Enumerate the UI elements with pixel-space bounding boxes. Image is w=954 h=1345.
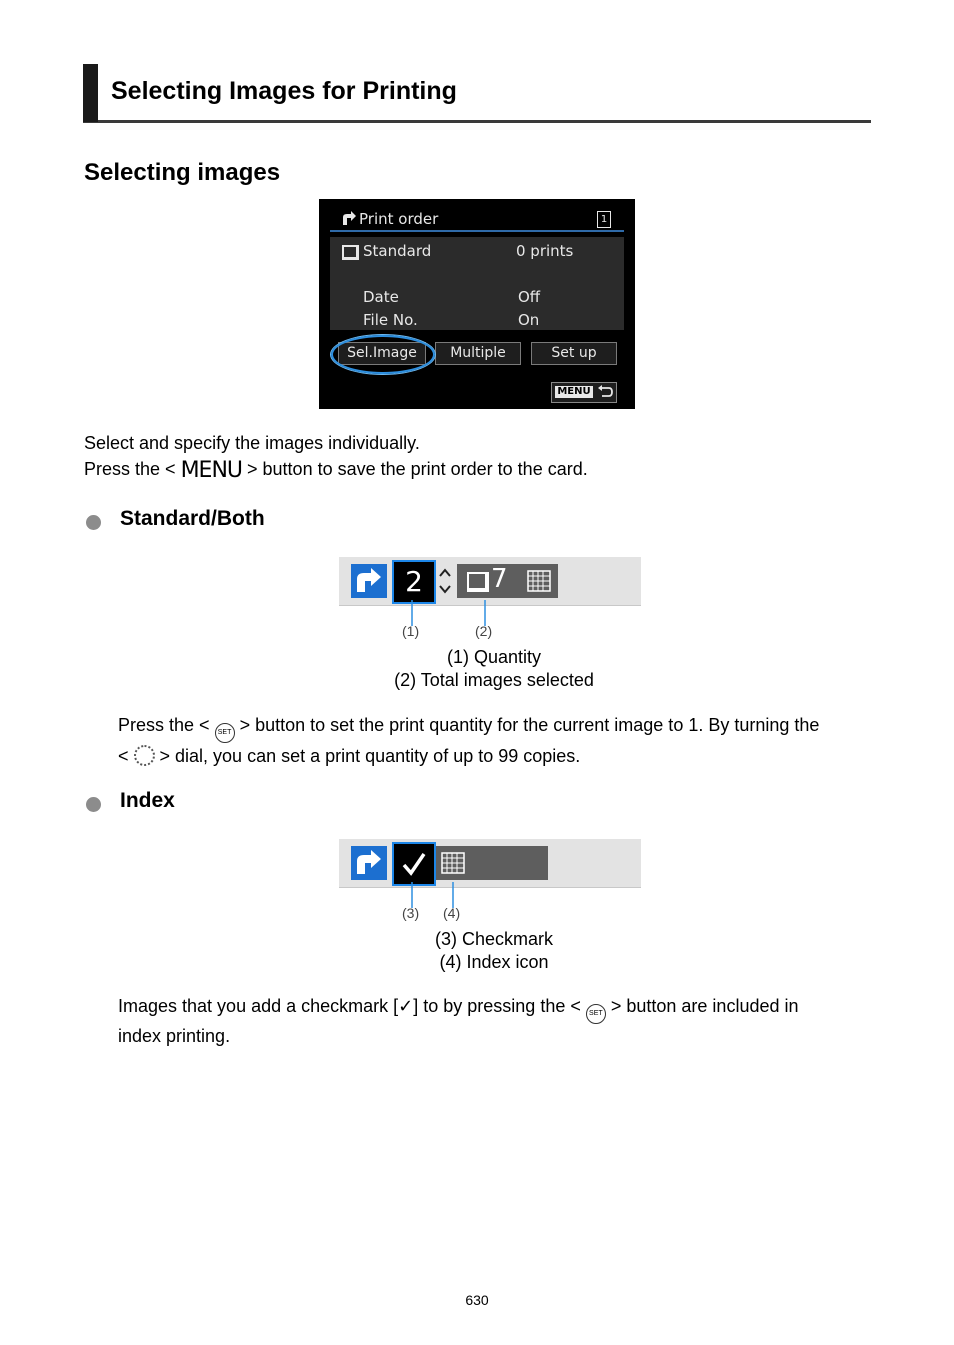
index-label: Index [120,789,175,812]
card-icon [597,211,611,228]
index-grid-icon [441,852,465,874]
standard-both-label: Standard/Both [120,507,265,530]
multiple-button[interactable]: Multiple [435,342,521,365]
callout-lines-index [339,882,641,910]
checkmark-icon [394,844,434,884]
set-button-icon: SET [215,723,235,743]
quantity-value: 2 [405,565,423,598]
callout-4-label: (4) [443,905,461,921]
dial-icon [134,745,155,766]
setup-button[interactable]: Set up [531,342,617,365]
title-rule [330,230,624,232]
standard-info-strip [339,557,641,606]
bullet-icon [86,515,101,530]
intro-line-2 [84,458,588,483]
standard-text-d: > dial, you can set a print quantity of up to 99 copies. [154,746,581,766]
fileno-label: File No. [363,311,418,329]
date-label: Date [363,288,399,306]
callout-1-label: (1) [402,623,420,639]
subsection-title: Selecting images [84,159,281,186]
header-accent-bar [83,64,98,122]
intro-text-a: Press the < [84,459,181,479]
quantity-box [392,560,436,604]
standard-print-icon [467,572,489,592]
checkmark-glyph-icon: ✓ [398,996,414,1017]
print-order-badge-icon [351,846,387,880]
caption-checkmark: (3) Checkmark [434,929,554,949]
intro-text-b: > button to save the print order to the card. [242,459,588,479]
set-button-icon: SET [586,1004,606,1024]
section-header [83,64,871,123]
highlight-ring [331,335,435,374]
standard-icon [342,245,359,260]
menu-button-icon: MENU [180,458,243,483]
sel-image-button[interactable]: Sel.Image [338,342,426,365]
index-text-c: > button are included in [605,996,799,1016]
print-order-icon [341,211,357,227]
index-paragraph [118,994,878,1048]
index-text-a: Images that you add a checkmark [ [118,996,399,1016]
print-order-badge-icon [351,564,387,598]
callout-3-label: (3) [402,905,420,921]
date-value: Off [518,288,541,306]
index-grid-icon [527,570,551,592]
checkmark-box [392,842,436,886]
screen-title: Print order [359,210,439,228]
standard-paragraph [118,712,878,770]
intro-line-1: Select and specify the images individually. [84,433,420,453]
index-text-b: ] to by pressing the < [413,996,586,1016]
fileno-value: On [518,311,540,329]
standard-label: Standard [363,242,432,260]
return-icon [597,385,613,399]
index-info-strip [339,839,641,888]
index-text-d: index printing. [118,1026,231,1046]
standard-text-a: Press the < [118,715,215,735]
bullet-icon [86,797,101,812]
menu-label: MENU [555,386,593,398]
camera-print-order-screen [319,199,635,409]
card-number: 1 [600,214,608,225]
up-down-arrows-icon [438,567,452,595]
callout-2-label: (2) [475,623,493,639]
total-images-value: 7 [491,564,508,594]
page-number: 630 [465,1292,489,1308]
standard-text-b: > button to set the print quantity for the current image to 1. By turning the [234,715,820,735]
caption-total: (2) Total images selected [394,670,594,690]
standard-text-c: < [118,746,134,766]
caption-index-icon: (4) Index icon [439,952,549,972]
prints-value: 0 prints [516,242,574,260]
page-title: Selecting Images for Printing [111,77,457,105]
menu-back-button[interactable] [551,382,617,403]
caption-quantity: (1) Quantity [446,647,542,667]
